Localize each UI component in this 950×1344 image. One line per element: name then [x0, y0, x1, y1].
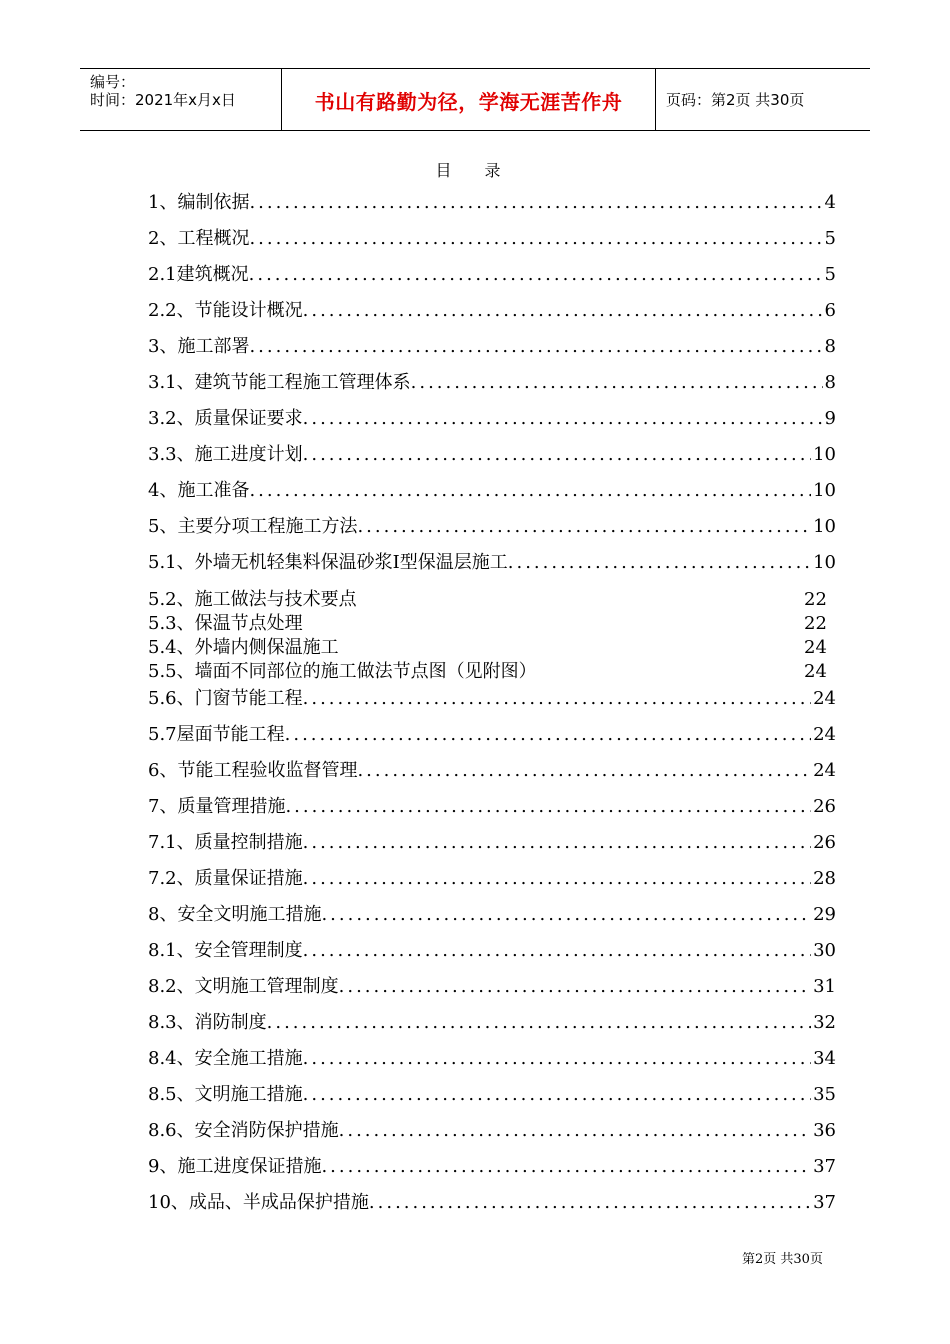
toc-entry-leader-dots [285, 722, 811, 748]
toc-entry-page-number: 10 [813, 552, 836, 573]
header-info-cell [80, 69, 282, 130]
toc-entry-leader-dots [303, 866, 811, 892]
toc-entry-leader-dots [321, 1154, 811, 1180]
toc-entry-title: 7、质量管理措施 [148, 796, 286, 817]
toc-entry [148, 1154, 836, 1180]
toc-entry [148, 974, 836, 1000]
toc-entry [148, 406, 836, 432]
toc-entry-page-number: 30 [813, 940, 836, 961]
toc-entry-page-number: 8 [824, 372, 836, 393]
toc-entry-page-number: 4 [824, 192, 836, 213]
toc-entry-page-number: 37 [813, 1156, 836, 1177]
toc-entry-leader-dots [303, 1046, 811, 1072]
toc-entry-leader-dots [508, 550, 811, 576]
toc-entry [148, 1190, 836, 1216]
toc-entry-title: 10、成品、半成品保护措施 [148, 1192, 369, 1213]
toc-entry-title: 1、编制依据 [148, 192, 250, 213]
toc-entry-page-number: 32 [813, 1012, 836, 1033]
toc-entry-leader-dots [411, 370, 823, 396]
toc-entry-page-number: 10 [813, 444, 836, 465]
toc-entry-page-number: 5 [824, 264, 836, 285]
toc-entry-leader-dots [339, 1118, 811, 1144]
toc-entry-title: 5.4、外墙内侧保温施工 [148, 637, 339, 658]
toc-entry-title: 5.6、门窗节能工程 [148, 688, 303, 709]
toc-entry-title: 6、节能工程验收监督管理 [148, 760, 358, 781]
toc-entry [148, 262, 836, 288]
document-header [80, 68, 870, 131]
toc-entry [148, 298, 836, 324]
toc-entry-page-number: 22 [804, 589, 827, 610]
toc-entry-title: 7.1、质量控制措施 [148, 832, 303, 853]
toc-entry-leader-dots [303, 442, 811, 468]
toc-entry-page-number: 28 [813, 868, 836, 889]
toc-entry [148, 550, 836, 576]
toc-entry-title: 3.3、施工进度计划 [148, 444, 303, 465]
toc-entry-page-number: 10 [813, 480, 836, 501]
toc-entry-page-number: 29 [813, 904, 836, 925]
toc-entry-page-number: 26 [813, 796, 836, 817]
toc-entry-leader-dots [339, 974, 811, 1000]
toc-entry-title: 8.3、消防制度 [148, 1012, 267, 1033]
toc-entry-page-number: 6 [824, 300, 836, 321]
toc-entry-page-number: 5 [824, 228, 836, 249]
toc-entry-page-number: 8 [824, 336, 836, 357]
toc-entry-title: 8.1、安全管理制度 [148, 940, 303, 961]
toc-entry-title: 5.2、施工做法与技术要点 [148, 589, 357, 610]
toc-entry-leader-dots [357, 514, 811, 540]
toc-entry [148, 1010, 836, 1036]
toc-entry-title: 8.5、文明施工措施 [148, 1084, 303, 1105]
toc-entry [148, 1082, 836, 1108]
toc-entry-leader-dots [303, 686, 811, 712]
toc-entry-page-number: 24 [804, 637, 827, 658]
toc-entry-page-number: 26 [813, 832, 836, 853]
toc-entry-leader-dots [369, 1190, 811, 1216]
toc-entry [148, 902, 836, 928]
toc-entry-leader-dots [303, 938, 811, 964]
toc-entry-page-number: 36 [813, 1120, 836, 1141]
toc-entry-title: 2.1建筑概况 [148, 264, 249, 285]
toc-entry-page-number: 24 [813, 760, 836, 781]
toc-entry-page-number: 34 [813, 1048, 836, 1069]
toc-entry-leader-dots [249, 478, 811, 504]
toc-entry-leader-dots [249, 190, 822, 216]
toc-entry [148, 758, 836, 784]
toc-entry-page-number: 24 [804, 661, 827, 682]
toc-entry [148, 514, 836, 540]
toc-entry-title: 5.7屋面节能工程 [148, 724, 285, 745]
toc-entry [148, 722, 836, 748]
toc-entry-page-number: 35 [813, 1084, 836, 1105]
header-page-label: 页码：第2页 共30页 [666, 91, 805, 109]
toc-entry-leader-dots [249, 226, 822, 252]
toc-entry [148, 686, 836, 712]
toc-entry [148, 866, 836, 892]
toc-entry-leader-dots [249, 334, 822, 360]
toc-entry [148, 1046, 836, 1072]
toc-entry [148, 334, 836, 360]
toc-entry [148, 611, 836, 637]
document-time-label: 时间：2021年x月x日 [90, 91, 236, 109]
toc-entry-leader-dots [303, 298, 823, 324]
toc-entry-page-number: 31 [813, 976, 836, 997]
toc-entry-leader-dots [321, 902, 811, 928]
toc-entry-leader-dots [249, 262, 823, 288]
toc-entry [148, 659, 836, 685]
toc-entry-page-number: 24 [813, 724, 836, 745]
toc-entry-title: 5.1、外墙无机轻集料保温砂浆Ⅰ型保温层施工 [148, 552, 508, 573]
toc-entry-page-number: 22 [804, 613, 827, 634]
toc-entry-title: 8.2、文明施工管理制度 [148, 976, 339, 997]
toc-entry [148, 190, 836, 216]
toc-entry-title: 5、主要分项工程施工方法 [148, 516, 358, 537]
toc-entry-title: 5.5、墙面不同部位的施工做法节点图（见附图） [148, 661, 537, 682]
toc-entry-leader-dots [303, 1082, 811, 1108]
toc-title: 目 录 [435, 161, 515, 180]
document-number-label: 编号： [90, 73, 136, 91]
toc-entry-leader-dots [303, 830, 811, 856]
header-page-cell [656, 69, 870, 130]
toc-entry [148, 830, 836, 856]
toc-entry-leader-dots [303, 406, 823, 432]
toc-entry-title: 5.3、保温节点处理 [148, 613, 303, 634]
header-motto: 书山有路勤为径，学海无涯苦作舟 [314, 90, 623, 114]
toc-entry [148, 587, 836, 613]
toc-entry [148, 635, 836, 661]
toc-entry-title: 7.2、质量保证措施 [148, 868, 303, 889]
toc-entry-page-number: 37 [813, 1192, 836, 1213]
toc-entry [148, 478, 836, 504]
toc-entry [148, 370, 836, 396]
toc-entry-title: 3、施工部署 [148, 336, 250, 357]
toc-entry-title: 3.1、建筑节能工程施工管理体系 [148, 372, 411, 393]
toc-entry-leader-dots [357, 758, 811, 784]
header-motto-cell [282, 69, 656, 130]
footer-page-label: 第2页 共30页 [742, 1252, 823, 1267]
toc-entry [148, 794, 836, 820]
toc-entry-title: 2、工程概况 [148, 228, 250, 249]
toc-entry-title: 8、安全文明施工措施 [148, 904, 322, 925]
toc-entry-title: 4、施工准备 [148, 480, 250, 501]
toc-entry-title: 2.2、节能设计概况 [148, 300, 303, 321]
toc-entry-title: 8.6、安全消防保护措施 [148, 1120, 339, 1141]
toc-entry-title: 9、施工进度保证措施 [148, 1156, 322, 1177]
toc-entry [148, 442, 836, 468]
toc-entry-leader-dots [285, 794, 811, 820]
toc-entry-leader-dots [267, 1010, 811, 1036]
toc-entry-page-number: 9 [824, 408, 836, 429]
toc-entry-title: 8.4、安全施工措施 [148, 1048, 303, 1069]
toc-entry-title: 3.2、质量保证要求 [148, 408, 303, 429]
toc-entry [148, 938, 836, 964]
toc-entry [148, 226, 836, 252]
toc-entry-page-number: 10 [813, 516, 836, 537]
toc-entry [148, 1118, 836, 1144]
toc-entry-page-number: 24 [813, 688, 836, 709]
